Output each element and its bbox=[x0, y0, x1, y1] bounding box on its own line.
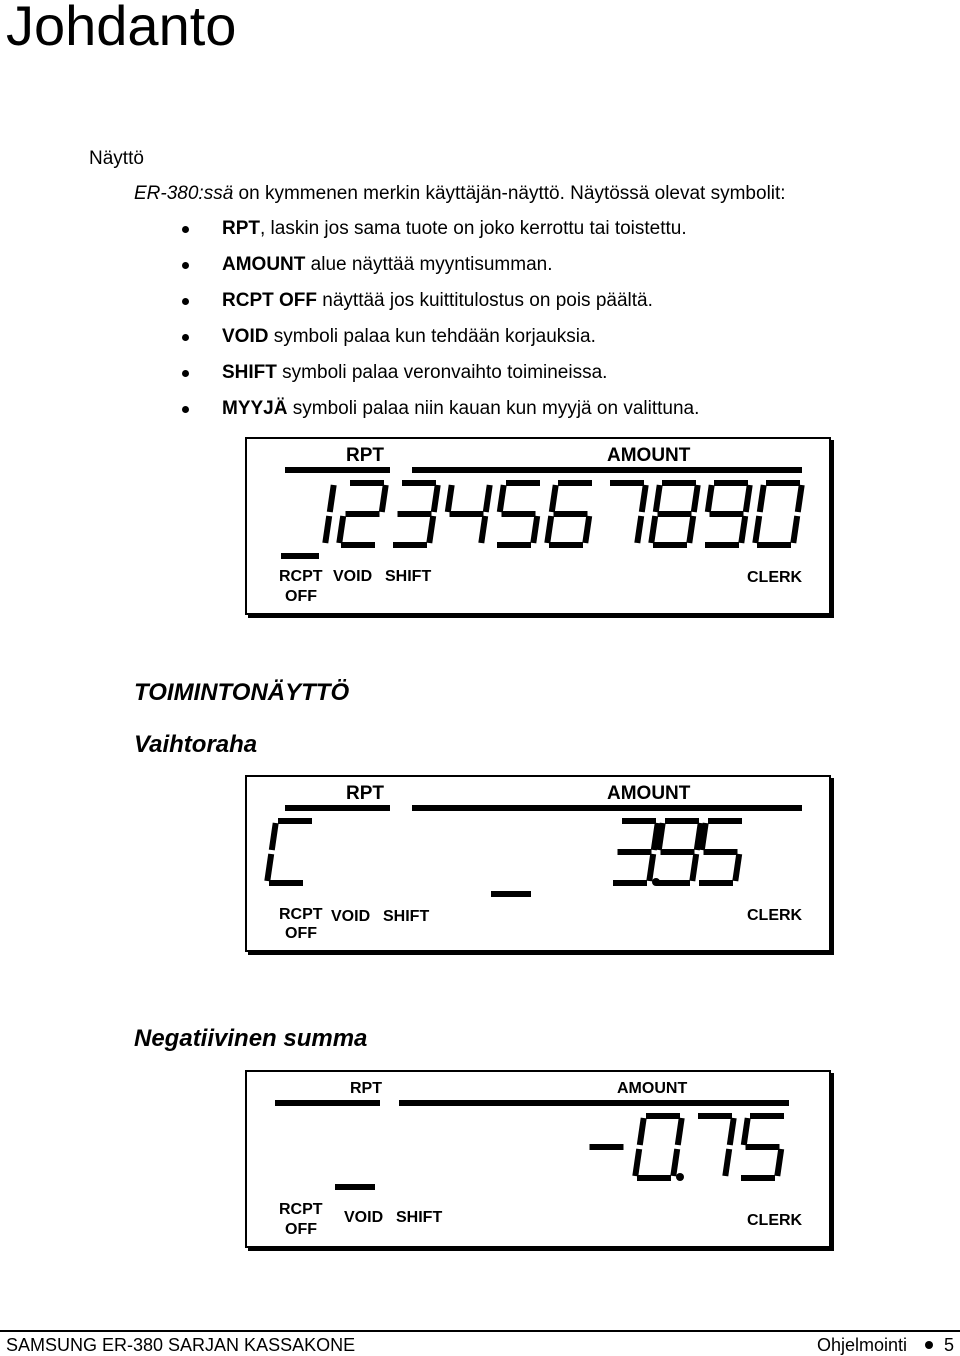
lcd-segment-f bbox=[659, 823, 663, 850]
bullet-icon bbox=[182, 406, 189, 413]
lcd-segment-c bbox=[637, 516, 641, 543]
lcd-segment-b bbox=[382, 485, 386, 512]
footer-bullet-icon bbox=[925, 1341, 933, 1349]
heading-change: Vaihtoraha bbox=[134, 731, 258, 758]
lcd-cursor-bar bbox=[281, 553, 319, 559]
lcd-segment-b bbox=[434, 485, 438, 512]
symbol-description: , laskin jos sama tuote on joko kerrottu tai toistettu. bbox=[260, 218, 687, 239]
lcd-segment-f bbox=[744, 1118, 748, 1145]
clerk-label: CLERK bbox=[747, 1212, 803, 1229]
symbol-term: AMOUNT bbox=[222, 254, 306, 275]
lcd-negative bbox=[247, 1072, 829, 1246]
off-label: OFF bbox=[285, 1221, 317, 1238]
list-item bbox=[182, 398, 699, 434]
lcd-segment-b bbox=[730, 1118, 734, 1145]
lcd-segment-c bbox=[673, 1149, 677, 1176]
display-panel-change bbox=[245, 775, 831, 952]
rpt-label: RPT bbox=[346, 445, 384, 466]
lcd-segment-f bbox=[656, 485, 660, 512]
list-item bbox=[182, 326, 699, 362]
lcd-segment-c bbox=[325, 516, 329, 543]
lcd-segment-c bbox=[777, 1149, 781, 1176]
bullet-icon bbox=[182, 334, 189, 341]
void-label: VOID bbox=[333, 568, 373, 585]
lcd-segment-c bbox=[481, 516, 485, 543]
lcd-digits bbox=[267, 821, 742, 897]
lcd-segment-b bbox=[642, 485, 646, 512]
lcd-segment-b bbox=[694, 485, 698, 512]
symbol-description: symboli palaa kun tehdään korjauksia. bbox=[268, 326, 596, 347]
lcd-digits bbox=[335, 1116, 784, 1190]
list-item bbox=[182, 362, 699, 398]
lcd-segment-c bbox=[533, 516, 537, 543]
rcpt-label: RCPT bbox=[279, 906, 323, 923]
amount-label: AMOUNT bbox=[607, 783, 691, 804]
model-name: ER-380:ssä bbox=[134, 183, 234, 204]
symbol-description: symboli palaa niin kauan kun myyjä on valittuna. bbox=[287, 398, 700, 419]
bullet-icon bbox=[182, 226, 189, 233]
lcd-segment-c bbox=[793, 516, 797, 543]
lcd-segment-c bbox=[585, 516, 589, 543]
clerk-label: CLERK bbox=[747, 907, 803, 924]
rpt-bar bbox=[275, 1100, 380, 1106]
lcd-segment-f bbox=[272, 823, 276, 850]
symbol-term: MYYJÄ bbox=[222, 398, 288, 419]
bullet-icon bbox=[182, 370, 189, 377]
lcd-decimal-point bbox=[676, 1173, 684, 1181]
display-panel-main bbox=[245, 437, 831, 615]
lcd-segment-f bbox=[500, 485, 504, 512]
off-label: OFF bbox=[285, 588, 317, 605]
footer-section: Ohjelmointi bbox=[817, 1335, 908, 1355]
lcd-segment-c bbox=[725, 1149, 729, 1176]
lcd-segment-c bbox=[692, 854, 696, 881]
amount-bar bbox=[412, 805, 802, 811]
void-label: VOID bbox=[344, 1209, 384, 1226]
lcd-segment-c bbox=[741, 516, 745, 543]
shift-label: SHIFT bbox=[385, 568, 432, 585]
bullet-icon bbox=[182, 262, 189, 269]
amount-label: AMOUNT bbox=[617, 1080, 688, 1097]
list-item bbox=[182, 254, 699, 290]
lcd-segment-b bbox=[746, 485, 750, 512]
lcd-cursor-bar bbox=[491, 891, 531, 897]
bullet-icon bbox=[182, 298, 189, 305]
rpt-label: RPT bbox=[350, 1080, 382, 1097]
symbol-term: RCPT OFF bbox=[222, 290, 317, 311]
symbol-description: symboli palaa veronvaihto toimineissa. bbox=[276, 362, 608, 383]
off-label: OFF bbox=[285, 925, 317, 942]
lcd-segment-b bbox=[798, 485, 802, 512]
intro-text: on kymmenen merkin käyttäjän-näyttö. Näytössä olevat symbolit: bbox=[233, 183, 786, 204]
heading-operation: TOIMINTONÄYTTÖ bbox=[134, 679, 350, 706]
lcd-segment-c bbox=[649, 854, 653, 881]
amount-label: AMOUNT bbox=[607, 445, 691, 466]
lcd-segment-e bbox=[339, 516, 343, 543]
shift-label: SHIFT bbox=[383, 908, 430, 925]
lcd-segment-c bbox=[735, 854, 739, 881]
void-label: VOID bbox=[331, 908, 371, 925]
lcd-segment-e bbox=[547, 516, 551, 543]
clerk-label: CLERK bbox=[747, 569, 803, 586]
lcd-cursor-bar bbox=[335, 1184, 375, 1190]
lcd-main bbox=[247, 439, 829, 613]
lcd-segment-b bbox=[486, 485, 490, 512]
rcpt-label: RCPT bbox=[279, 1201, 323, 1218]
lcd-segment-f bbox=[448, 485, 452, 512]
page-title: Johdanto bbox=[6, 0, 237, 57]
lcd-segment-f bbox=[760, 485, 764, 512]
footer-page-number: 5 bbox=[944, 1335, 955, 1355]
display-panel-negative bbox=[245, 1070, 831, 1248]
footer-product: SAMSUNG ER-380 SARJAN KASSAKONE bbox=[6, 1335, 356, 1355]
symbol-list bbox=[182, 218, 699, 434]
lcd-segment-f bbox=[640, 1118, 644, 1145]
lcd-segment-e bbox=[651, 516, 655, 543]
symbol-description: alue näyttää myyntisumman. bbox=[305, 254, 553, 275]
amount-bar bbox=[399, 1100, 789, 1106]
lcd-digits bbox=[281, 483, 802, 559]
lcd-segment-b bbox=[678, 1118, 682, 1145]
lcd-segment-e bbox=[755, 516, 759, 543]
intro-paragraph bbox=[134, 183, 786, 205]
list-item bbox=[182, 218, 699, 254]
lcd-segment-f bbox=[708, 485, 712, 512]
symbol-description: näyttää jos kuittitulostus on pois päältä. bbox=[317, 290, 653, 311]
lcd-segment-c bbox=[429, 516, 433, 543]
amount-bar bbox=[412, 467, 802, 473]
footer-rule bbox=[0, 1330, 960, 1332]
lcd-segment-c bbox=[689, 516, 693, 543]
list-item bbox=[182, 290, 699, 326]
heading-negative: Negatiivinen summa bbox=[134, 1025, 368, 1052]
symbol-term: SHIFT bbox=[222, 362, 277, 383]
lcd-segment-f bbox=[702, 823, 706, 850]
shift-label: SHIFT bbox=[396, 1209, 443, 1226]
rcpt-label: RCPT bbox=[279, 568, 323, 585]
symbol-term: RPT bbox=[222, 218, 260, 239]
lcd-segment-b bbox=[330, 485, 334, 512]
lcd-segment-f bbox=[552, 485, 556, 512]
rpt-bar bbox=[285, 805, 390, 811]
rpt-label: RPT bbox=[346, 783, 384, 804]
lcd-segment-e bbox=[267, 854, 271, 881]
symbol-term: VOID bbox=[222, 326, 269, 347]
lcd-segment-e bbox=[635, 1149, 639, 1176]
rpt-bar bbox=[285, 467, 390, 473]
section-label: Näyttö bbox=[89, 148, 144, 169]
